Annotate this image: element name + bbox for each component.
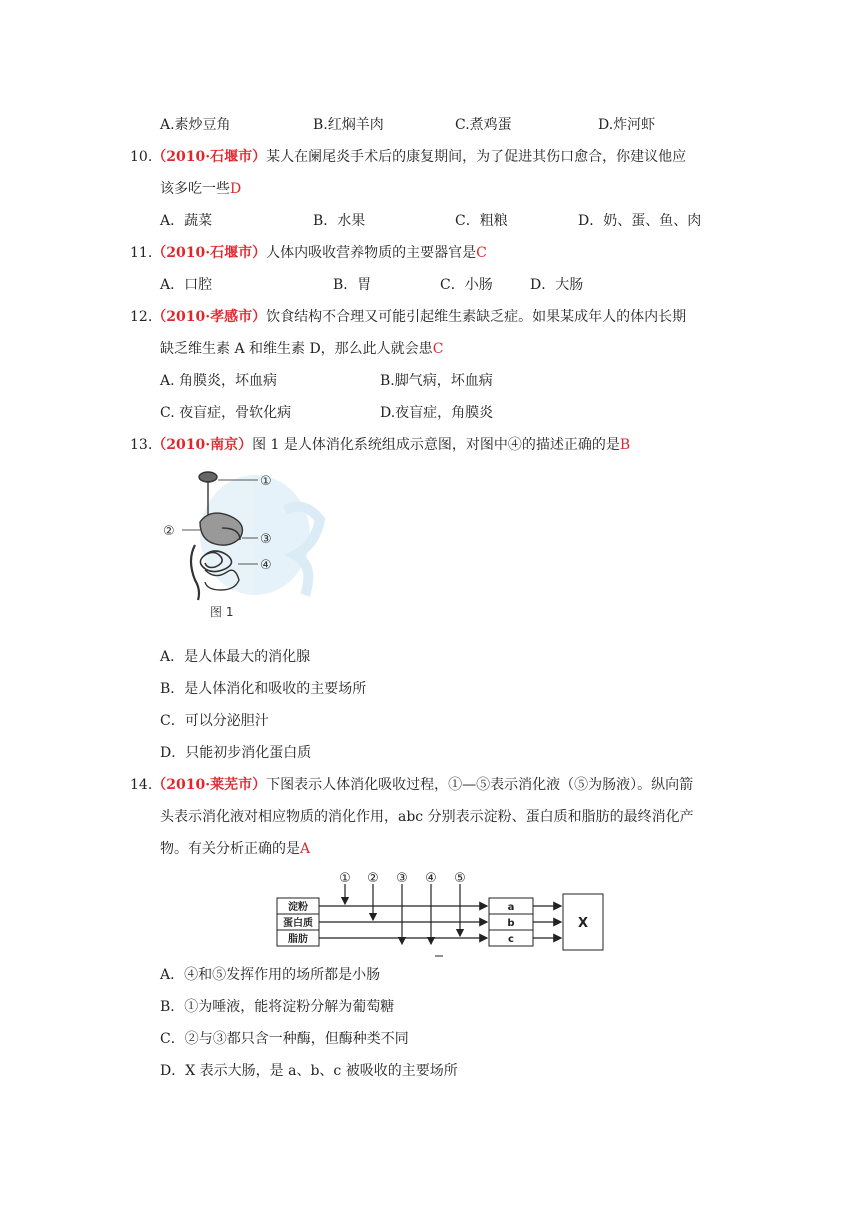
juice-label-2: ②: [367, 871, 379, 886]
figure-label-4: ④: [260, 558, 272, 573]
q14-option-b: B．①为唾液，能将淀粉分解为葡萄糖: [160, 999, 395, 1015]
q13-option-d: D．只能初步消化蛋白质: [160, 745, 312, 761]
q13-answer: B: [619, 437, 631, 453]
q11-option-a: A．口腔: [160, 277, 213, 293]
q14-number: 14.: [130, 777, 153, 793]
juice-arrows: [345, 884, 460, 944]
q11-stem-line1: [130, 243, 487, 263]
q14-option-a: A．④和⑤发挥作用的场所都是小肠: [160, 967, 381, 983]
q10-stem-line2: [160, 179, 241, 199]
q10-option-d: D．奶、蛋、鱼、肉: [578, 213, 702, 229]
q12-option-a: A. 角膜炎，坏血病: [160, 373, 278, 389]
q14-option-d: D．X 表示大肠，是 a、b、c 被吸收的主要场所: [160, 1063, 458, 1079]
q13-option-b: B．是人体消化和吸收的主要场所: [160, 681, 367, 697]
q13-stem-line1: [130, 435, 630, 455]
q13-option-c: C．可以分泌胆汁: [160, 713, 269, 729]
q10-text: 某人在阑尾炎手术后的康复期间，为了促进其伤口愈合，你建议他应: [266, 149, 687, 165]
q13-option-a: A．是人体最大的消化腺: [160, 649, 311, 665]
q11-option-c: C．小肠: [440, 277, 493, 293]
q12-text: 饮食结构不合理又可能引起维生素缺乏症。如果某成年人的体内长期: [266, 309, 687, 325]
q13-text: 图 1 是人体消化系统组成示意图，对图中④的描述正确的是: [252, 437, 620, 453]
product-arrows: [533, 906, 561, 938]
product-c: c: [508, 934, 514, 945]
q9-option-a: A.素炒豆角: [160, 117, 231, 133]
q14-source: （2010·莱芜市）: [152, 777, 267, 793]
figure-label-2: ②: [163, 524, 175, 539]
q10-stem-line1: [130, 147, 686, 167]
q9-option-b: B.红焖羊肉: [313, 117, 384, 133]
x-label: X: [577, 916, 589, 931]
q12-text-cont: 缺乏维生素 A 和维生素 D，那么此人就会患: [160, 341, 433, 357]
q14-text-cont: 物。有关分析正确的是: [160, 841, 300, 857]
q10-source: （2010·石堰市）: [152, 149, 267, 165]
q9-option-c: C.煮鸡蛋: [455, 117, 512, 133]
q10-text-cont: 该多吃一些: [160, 181, 230, 197]
q10-option-b: B．水果: [313, 213, 366, 229]
q10-option-a: A．蔬菜: [160, 213, 213, 229]
q13-number: 13.: [130, 437, 153, 453]
q10-number: 10.: [130, 149, 153, 165]
product-b: b: [507, 918, 515, 929]
q10-answer: D: [230, 181, 242, 197]
q14-stem-line3: [160, 839, 310, 859]
q12-source: （2010·孝感市）: [152, 309, 267, 325]
q12-stem-line2: [160, 339, 443, 359]
q11-answer: C: [476, 245, 487, 261]
substance-fat: 脂肪: [288, 934, 308, 945]
figure-caption: 图 1: [210, 605, 234, 619]
q14-option-c: C．②与③都只含一种酶，但酶种类不同: [160, 1031, 409, 1047]
product-a: a: [507, 902, 515, 913]
juice-label-3: ③: [396, 871, 408, 886]
q14-stem-line2: 头表示消化液对相应物质的消化作用，abc 分别表示淀粉、蛋白质和脂肪的最终消化产: [160, 809, 694, 825]
flow-lines: [319, 906, 487, 938]
digestion-process-diagram: [275, 870, 615, 960]
q13-source: （2010·南京）: [152, 437, 253, 453]
q11-option-b: B．胃: [333, 277, 372, 293]
q11-number: 11.: [130, 245, 153, 261]
digestive-system-figure: [160, 470, 360, 620]
q12-answer: C: [432, 341, 444, 357]
q12-stem-line1: [130, 307, 686, 327]
juice-label-4: ④: [425, 871, 437, 886]
juice-label-1: ①: [339, 871, 351, 886]
q10-option-c: C．粗粮: [455, 213, 508, 229]
q11-text: 人体内吸收营养物质的主要器官是: [266, 245, 477, 261]
substance-protein: 蛋白质: [283, 918, 313, 929]
q14-text: 下图表示人体消化吸收过程，①—⑤表示消化液（⑤为肠液）。纵向箭: [266, 777, 694, 793]
juice-label-5: ⑤: [454, 871, 466, 886]
q14-answer: A: [300, 841, 311, 857]
q12-option-b: B.脚气病，坏血病: [380, 373, 493, 389]
q9-option-d: D.炸河虾: [598, 117, 656, 133]
figure-label-1: ①: [260, 474, 272, 489]
q12-number: 12.: [130, 309, 153, 325]
q11-option-d: D．大肠: [530, 277, 584, 293]
q14-stem-line1: [130, 775, 693, 795]
substance-starch: 淀粉: [288, 902, 308, 913]
q11-source: （2010·石堰市）: [152, 245, 267, 261]
figure-label-3: ③: [260, 532, 272, 547]
q12-option-c: C. 夜盲症，骨软化病: [160, 405, 292, 421]
q12-option-d: D.夜盲症，角膜炎: [380, 405, 494, 421]
